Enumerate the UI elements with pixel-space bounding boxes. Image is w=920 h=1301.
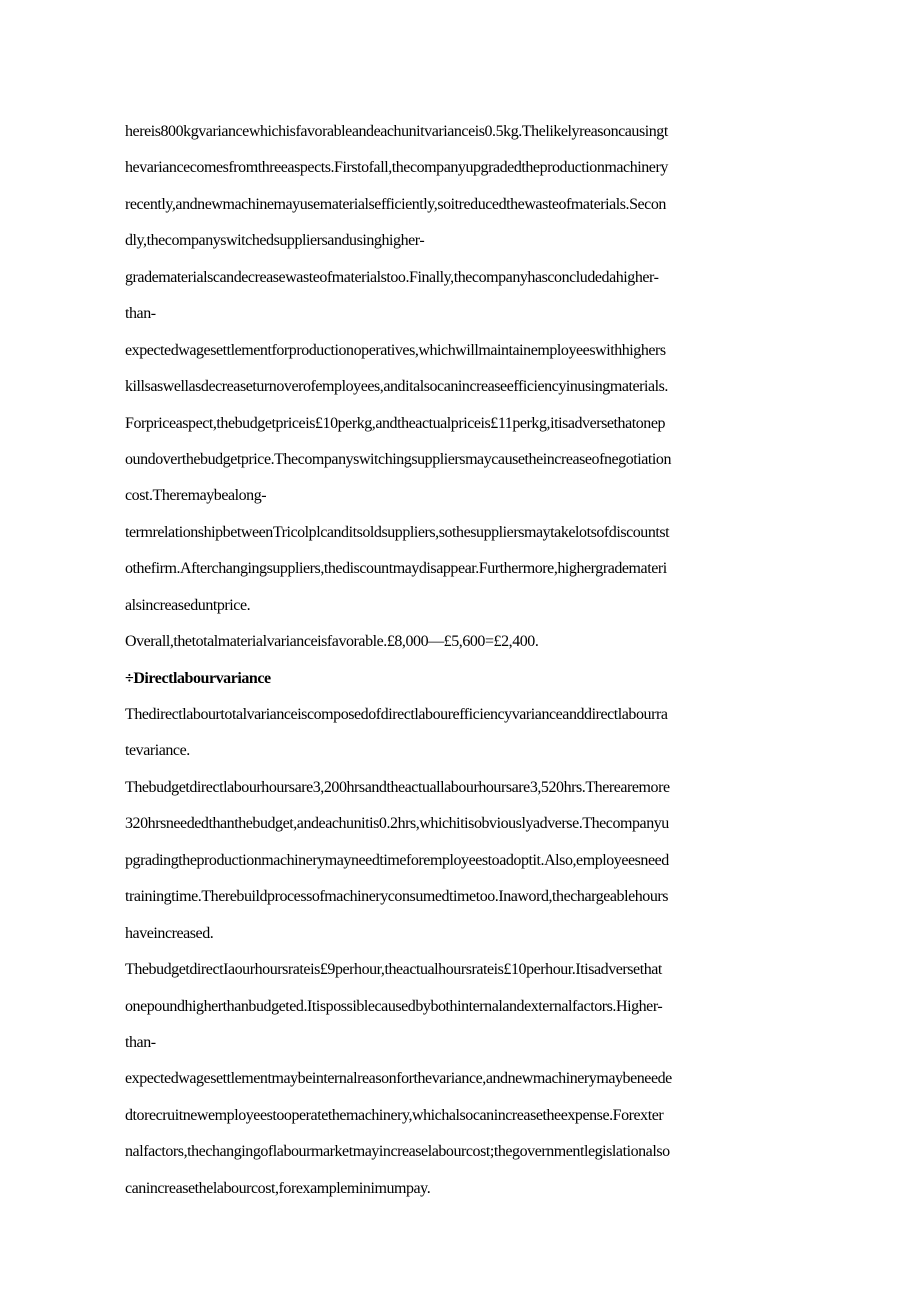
text-line: hereis800kgvariancewhichisfavorableandeachunitvarianceis0.5kg.Thelikelyreasoncausingt: [125, 123, 668, 140]
text-line: than-: [125, 1033, 156, 1051]
text-line: ThebudgetdirectIaourhoursrateis£9perhour,theactualhoursrateis£10perhour.Itisadversethat: [125, 961, 662, 979]
text-line: than-: [125, 305, 156, 323]
text-line: 320hrsneededthanthebudget,andeachunitis0.2hrs,whichitisobviouslyadverse.Thecompanyu: [125, 815, 669, 833]
text-line: alsincreaseduntprice.: [125, 596, 251, 614]
section-heading-direct-labour-variance: ÷Directlabourvariance: [125, 669, 271, 687]
text-line: othefirm.Afterchangingsuppliers,thediscountmaydisappear.Furthermore,highergrademateri: [125, 560, 667, 578]
text-line: oundoverthebudgetprice.Thecompanyswitchingsuppliersmaycausetheincreaseofnegotiation: [125, 450, 672, 468]
text-line: Thebudgetdirectlabourhoursare3,200hrsandtheactuallabourhoursare3,520hrs.Therearemore: [125, 778, 670, 796]
text-line: killsaswellasdecreaseturnoverofemployees,anditalsocanincreaseefficiencyinusingmaterials.: [125, 378, 668, 396]
text-line: dly,thecompanyswitchedsuppliersandusinghigher-: [125, 232, 425, 250]
text-line: hevariancecomesfromthreeaspects.Firstofall,thecompanyupgradedtheproductionmachinery: [125, 159, 668, 177]
text-line: recently,andnewmachinemayusematerialsefficiently,soitreducedthewasteofmaterials.Secon: [125, 195, 666, 213]
text-line: cost.Theremaybealong-: [125, 487, 267, 505]
text-line: expectedwagesettlementforproductionoperatives,whichwillmaintainemployeeswithhighers: [125, 341, 666, 359]
text-line: gradematerialscandecreasewasteofmaterialstoo.Finally,thecompanyhasconcludedahigher-: [125, 268, 659, 286]
text-line: trainingtime.Therebuildprocessofmachineryconsumedtimetoo.Inaword,thechargeablehours: [125, 888, 669, 906]
text-line: pgradingtheproductionmachinerymayneedtimeforemployeestoadoptit.Also,employeesneed: [125, 851, 669, 869]
text-line: termrelationshipbetweenTricolplcanditsoldsuppliers,sothesuppliersmaytakelotsofdiscountst: [125, 523, 670, 541]
text-line: nalfactors,thechangingoflabourmarketmayincreaselabourcost;thegovernmentlegislationalso: [125, 1143, 670, 1161]
text-line: Forpriceaspect,thebudgetpriceis£10perkg,andtheactualpriceis£11perkg,itisadversethatonep: [125, 414, 666, 432]
text-line: dtorecruitnewemployeestooperatethemachinery,whichalsocanincreasetheexpense.Forexter: [125, 1106, 664, 1124]
text-line: tevariance.: [125, 742, 190, 760]
text-line: onepoundhigherthanbudgeted.Itispossiblecausedbybothinternalandexternalfactors.Higher-: [125, 997, 663, 1015]
text-line: canincreasethelabourcost,forexampleminimumpay.: [125, 1179, 431, 1197]
text-line: haveincreased.: [125, 924, 214, 942]
body-text: [125, 118, 805, 1211]
text-line: Overall,thetotalmaterialvarianceisfavorable.£8,000—£5,600=£2,400.: [125, 633, 539, 651]
text-line: Thedirectlabourtotalvarianceiscomposedofdirectlabourefficiencyvarianceanddirectlabourra: [125, 706, 668, 723]
text-line: expectedwagesettlementmaybeinternalreasonforthevariance,andnewmachinerymaybeneede: [125, 1070, 672, 1088]
